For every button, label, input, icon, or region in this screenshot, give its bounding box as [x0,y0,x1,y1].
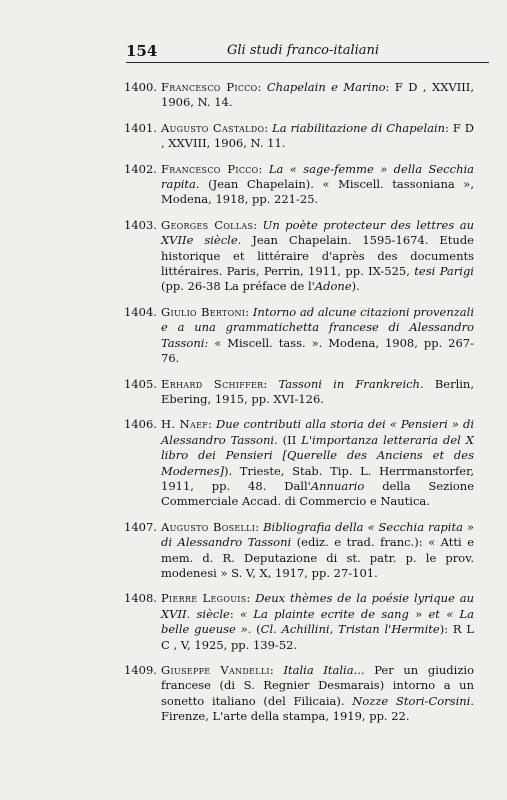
entry-text [161,218,474,295]
page-number: 154 [126,42,158,60]
entry-text [161,591,474,653]
entry-text [161,417,474,509]
author-name: Augusto Boselli [161,519,256,534]
author-name: Giulio Bertoni [161,304,246,319]
entry-number: 1409. [124,663,157,677]
title-text: La « sage-femme » della Secchia rapita. [161,161,475,192]
title-text: La riabilitazione di Chapelain [272,120,446,135]
title-text: Chapelain e Marino [266,80,386,94]
citation-text: : F D , XXVIII, 1906, N. 14. [161,80,474,110]
title-text: L'importanza letteraria del X libro dei Pensieri [Querelle des Anciens et des Modernes] [161,432,474,478]
citation-text: Jean Chapelain. 1595-1674. Etude historique et littéraire d'après des documents littéraires. Paris, Perrin, 1911, pp. IX-525, [161,233,474,279]
bibliography-entry [124,305,474,367]
title-text: Italia Italia... [283,663,365,677]
bibliography-list [124,80,474,725]
citation-text: : [208,417,217,432]
entry-text [161,305,474,367]
citation-text: : [245,304,253,319]
author-name: Giuseppe Vandelli [161,663,270,677]
bibliography-entry [124,218,474,295]
citation-text: ). [351,279,360,294]
author-name: Georges Collas [161,217,254,232]
entry-text [161,162,474,208]
citation-text: « Miscell. tass. ». Modena, 1908, pp. 267-76. [161,335,474,366]
citation-text: : [253,217,263,232]
bibliography-entry [124,80,474,111]
bibliography-entry [124,663,474,725]
bibliography-entry [124,162,474,208]
entry-text [161,377,474,408]
entry-number: 1402. [124,161,157,176]
citation-text: : F D , XXVIII, 1906, N. 11. [161,120,475,151]
bibliography-entry [124,417,474,509]
citation-text: : [255,519,264,534]
citation-text: ). Trieste, Stab. Tip. L. Herrmanstorfer, 1911, pp. 48. Dall' [161,463,474,493]
title-text: Deux thèmes de la poésie lyrique au XVII. siècle [161,591,474,621]
citation-text: : [269,663,284,677]
author-name: Pierre Legouis [161,591,247,606]
entry-text [161,520,474,582]
citation-text: ( [251,622,261,637]
entry-number: 1407. [124,519,157,534]
citation-text: : [264,120,273,135]
author-name: Francesco Picco [161,80,258,94]
title-text: Cl. Achillini, Tristan l'Hermite [260,622,440,637]
author-name: Augusto Castaldo [161,120,265,135]
citation-text: ): R L C , V, 1925, pp. 139-52. [161,622,474,652]
title-text: Nozze Stori-Corsini. [352,693,474,708]
title-text: Bibliografia della « Secchia rapita » di Alessandro Tassoni [161,519,474,550]
bibliography-entry [124,591,474,653]
citation-text: (Jean Chapelain). « Miscell. tassoniana », Modena, 1918, pp. 221-25. [161,177,474,207]
entry-number: 1400. [124,80,157,94]
title-text: Annuario [310,478,365,493]
citation-text: Berlin, Ebering, 1915, pp. XVI-126. [161,376,474,406]
citation-text: Per un giudizio francese (di S. Regnier Desmarais) intorno a un sonetto italiano (del Filicaia). [161,663,475,708]
citation-text: (II [277,432,302,447]
citation-text: (ediz. e trad. franc.): « Atti e mem. d. R. Deputazione di st. patr. p. le prov. modenesi » S. V, X, 1917, pp. 27-101. [161,535,474,580]
title-text: tesi Parigi [414,264,474,279]
title-text: Due contributi alla storia dei « Pensieri » di Alessandro Tassoni. [161,417,475,447]
bibliography-entry [124,377,474,408]
author-name: Erhard Schiffer [161,376,264,391]
title-text: Intorno ad alcune citazioni provenzali e a una grammatichetta francese di Alessandro Tassoni: [161,304,475,350]
citation-text: : [258,161,269,176]
citation-text: : [263,376,279,391]
entry-number: 1406. [124,417,157,432]
running-title: Gli studi franco-italiani [227,43,380,58]
entry-number: 1404. [124,304,157,319]
entry-number: 1408. [124,591,157,606]
bibliography-entry [124,121,474,152]
citation-text: della Sezione Commerciale Accad. di Commercio e Nautica. [161,478,475,509]
bibliography-entry [124,520,474,582]
author-name: Francesco Picco [161,161,259,176]
entry-number: 1405. [124,376,157,391]
title-text: « La plainte ecrite de sang » et « La belle gueuse ». [161,606,475,637]
title-text: Adone [314,279,352,294]
citation-text: : [257,80,267,94]
citation-text: : [246,591,256,606]
entry-text [161,121,474,152]
entry-text [161,663,474,725]
title-text: Un poète protecteur des lettres au XVIIe siècle. [161,217,474,248]
author-name: H. Naef [161,417,209,432]
entry-text [161,80,474,111]
title-text: Tassoni in Frankreich. [278,376,424,391]
citation-text: Firenze, L'arte della stampa, 1919, pp. 22. [161,709,410,724]
citation-text: : [229,606,240,621]
citation-text: (pp. 26-38 La préface de l' [161,279,315,294]
entry-number: 1403. [124,217,157,232]
entry-number: 1401. [124,120,157,135]
page-header [126,42,489,63]
